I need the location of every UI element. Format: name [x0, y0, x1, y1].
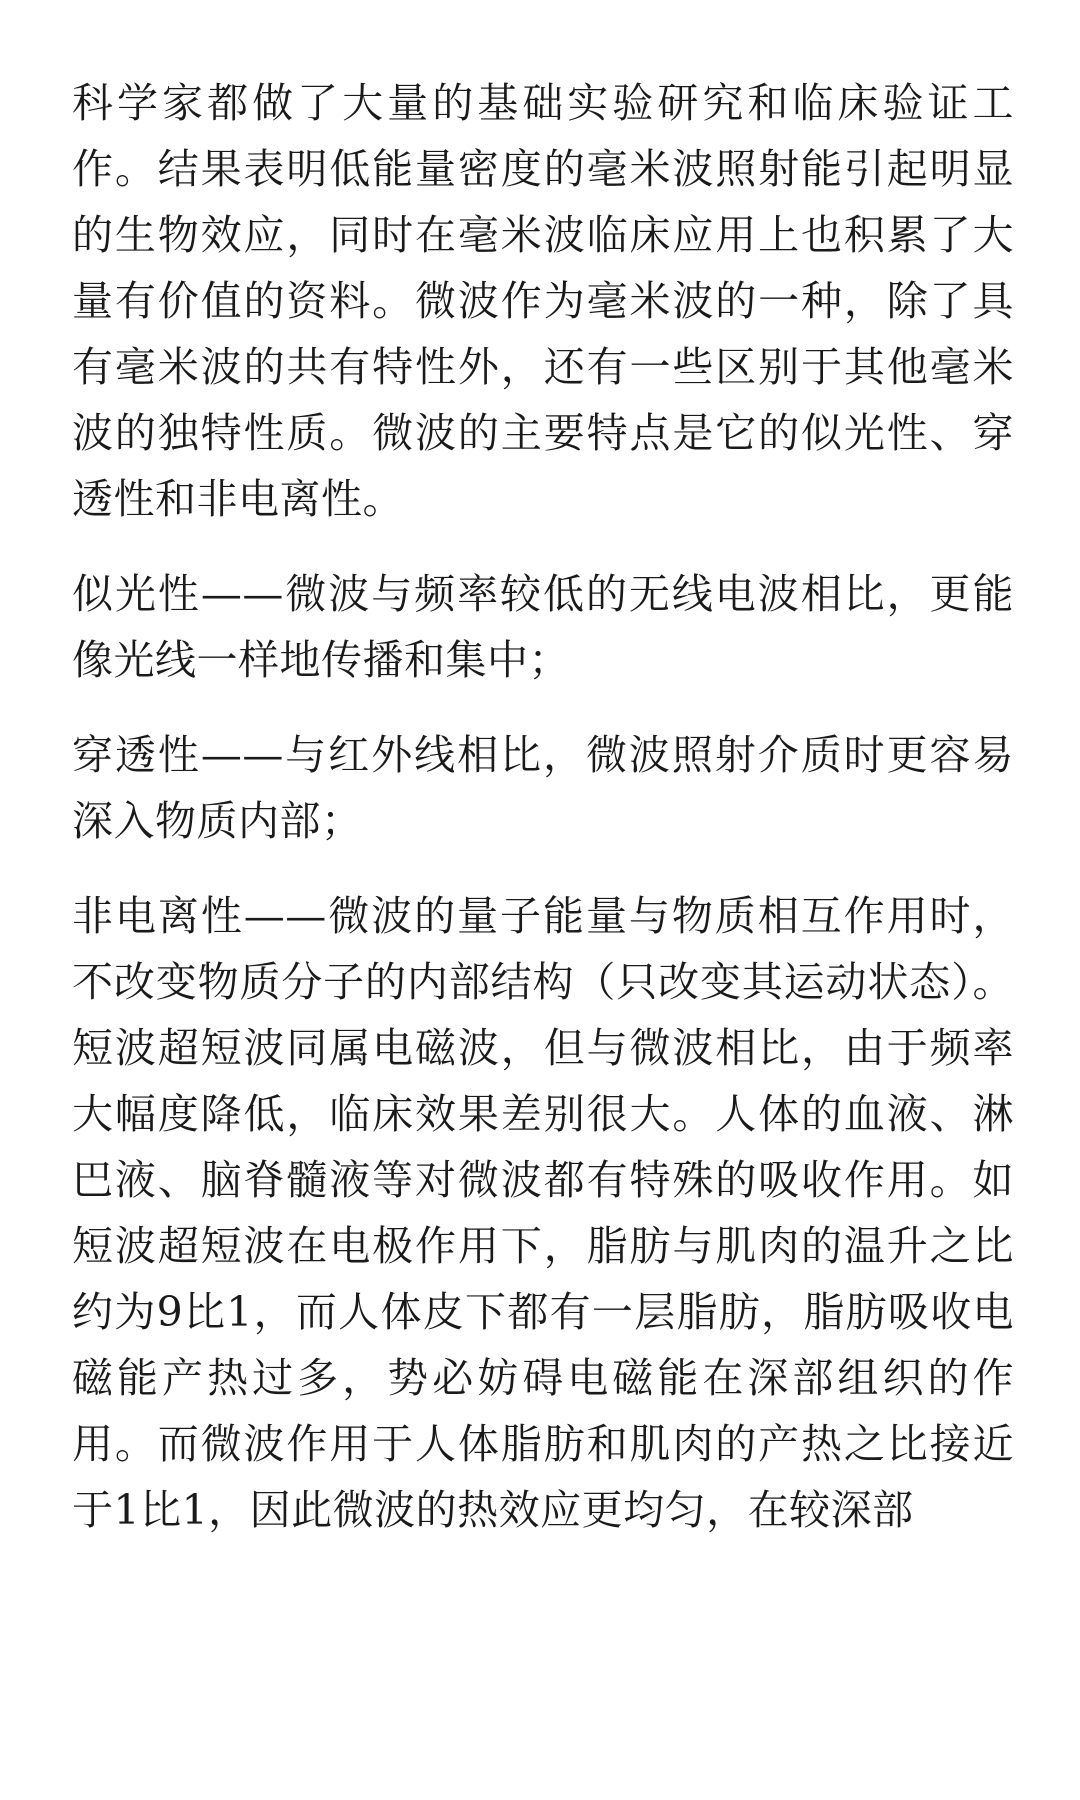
- paragraph-light-like: 似光性——微波与频率较低的无线电波相比，更能像光线一样地传播和集中；: [72, 570, 1014, 684]
- article-body: [72, 70, 1014, 1572]
- paragraph-penetration: 穿透性——与红外线相比，微波照射介质时更容易深入物质内部；: [72, 731, 1014, 845]
- paragraph-intro: 科学家都做了大量的基础实验研究和临床验证工作。结果表明低能量密度的毫米波照射能引起明显的生物效应，同时在毫米波临床应用上也积累了大量有价值的资料。微波作为毫米波的一种，除了具有毫米波的共有特性外，还有一些区别于其他毫米波的独特性质。微波的主要特点是它的似光性、穿透性和非电离性。: [72, 79, 1014, 523]
- paragraph-non-ionizing: 非电离性——微波的量子能量与物质相互作用时，不改变物质分子的内部结构（只改变其运动状态）。短波超短波同属电磁波，但与微波相比，由于频率大幅度降低，临床效果差别很大。人体的血液、淋巴液、脑脊髓液等对微波都有特殊的吸收作用。如短波超短波在电极作用下，脂肪与肌肉的温升之比约为9比1，而人体皮下都有一层脂肪，脂肪吸收电磁能产热过多，势必妨碍电磁能在深部组织的作用。而微波作用于人体脂肪和肌肉的产热之比接近于1比1，因此微波的热效应更均匀，在较深部: [72, 892, 1014, 1534]
